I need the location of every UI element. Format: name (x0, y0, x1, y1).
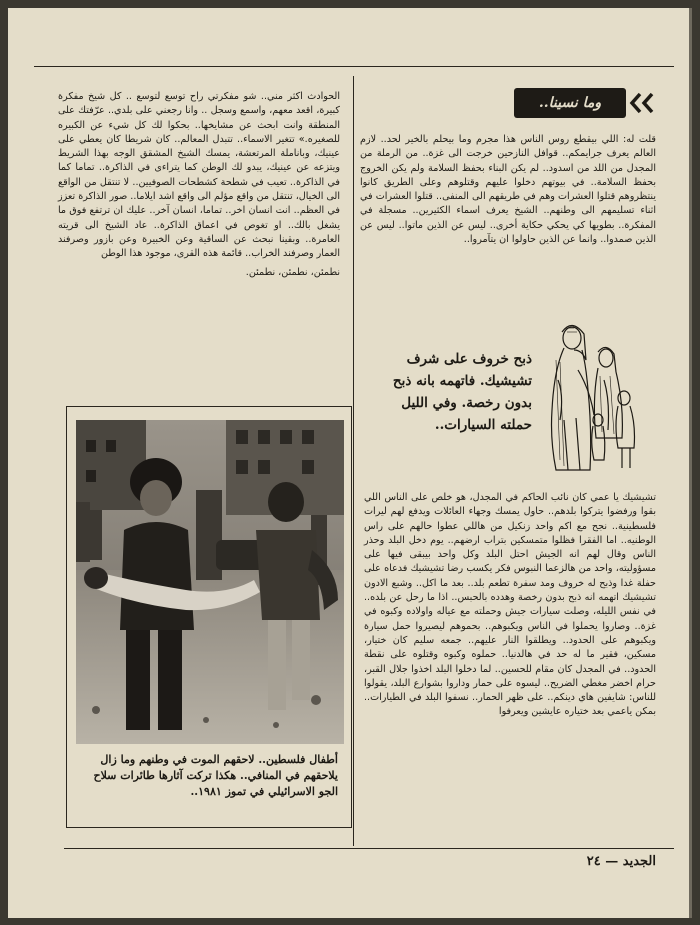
section-title: وما نسينا.. (538, 95, 602, 111)
right-column-top (360, 133, 656, 247)
magazine-name: الجديد (622, 854, 656, 869)
boy-carrying-child-photo (76, 420, 344, 744)
section-logo (514, 88, 626, 118)
right-column-bottom (364, 491, 656, 720)
left-column (58, 90, 340, 280)
women-children-sketch (534, 320, 642, 475)
photo-caption: أطفال فلسطين.. لاحقهم الموت في وطنهم وما زال يلاحقهم في المنافي.. هكذا تركت آثارها طائرات سلاح الجو الاسرائيلي في تموز ١٩٨١.. (93, 753, 338, 798)
left-column-body: الحوادث اكثر مني.. شو مفكرتي راح توسع لتوسع .. كل شيخ مفكرة كبيرة، اقعد معهم، واسمع وسجل .. وانا رجعني على بلدي.. عرّفتك على المنطقة وانت ابحث عن مشايخها.. بحكوا لك كل شيء عن الكبيره للصغيره.» تتغير الاسماء.. تتبدل المعالم.. كان شريطا كان يعطي على عينيك، وباناملة المرتعشة، يمسك الشيخ المشقق الوجه بهذا الشريط ويتزعه عن عينيك، يبدو لك الوطن كما يتراءى في الذاكرة.. تماما كما في الذاكرة.. تعيب في شطحة كشطحات الصوفيين.. لا تنتقل من الواقع الى الخيال، تنتقل من واقع مؤلم الى واقع اشد ايلاما.. صور الذاكرة تعزز في العظم.. انت انسان اخر.. تماما، انسان آخر.. عليك ان ترتفع فوق ما يشغل بالك.. او تغوص في اعماق الذاكرة.. عاد الشيخ الى قريته العامرة.. وبقينا نبحث عن الساقية وعن الخبيرة وعن بازور وصرفند العمار وصرفند الخراب.. قائمة هذه القرى، موجود هذا الوطن (58, 91, 340, 260)
right-top-body: قلت له: اللي بيقطع روس الناس هذا مجرم وما بيحلم بالخير لحد.. لازم العالم يعرف جرايمكم.. قوافل النازحين خرجت الى غزة.. من الرملة من المجدل من اللد من اسدود.. لم يكن البناء بحفظ السلامة ولم يكن الخروج بحفظ السلامة.. في بيوتهم دخلوا عليهم وقتلوهم وعلى الطريق كانوا ينتظروهم قتلوا العشرات وهم في طريقهم الى المنفى.. قتلوا العشرات في اثناء تسليمهم الى وطنهم.. الشيخ يعرف اسماء الكثيرين.. مسجلة في المفكرة.. بطويها كي يحكي حكاية أخرى.. ليس عن الذين ماتوا.. ليس عن الذين صمدوا.. وانما عن الذين حاولوا ان يتآمروا.. (360, 134, 656, 246)
page-number: ٢٤ (586, 854, 601, 869)
bottom-rule (64, 848, 674, 849)
double-chevron-icon (628, 90, 658, 116)
left-column-ending: نطمئن، نطمئن، نطمئن. (245, 266, 340, 278)
page-footer (528, 854, 656, 869)
column-divider (353, 76, 354, 846)
right-bottom-body: تشيشيك يا عمي كان نائب الحاكم في المجدل، هو خلص على الناس اللي بقوا ورفضوا يتركوا بلدهم.. حاول يمسك وجهاء العائلات ويدفع لهم ليرات فلسطينية.. نجح مع اكم واحد زنكيل من هاللي عطوا حالهم على راس الوطنيه.. اما الفقرا فظلوا متمسكين بتراب ارضهم.. يوم دخل البلد وحذر الناس وقال لهم انه الجيش احتل البلد وكل واحد بيبقى فيها على مسؤوليته، واحد من هالزعما النبوس فكر يكسب رضا تشيشيك فدعاه على حفلة غدا وذبح له خروف ومد سفرة تطعم بلد.. بعد ما اكل.. وشبع الادون تشيشيك اتهمه انه ذبح بدون رخصة وهدده بالحبس.. اذا ما رحل عن بلده.. في نفس الليله، وصلت سيارات جيش وحملته مع عياله واولاده وكبوه في غزة.. وصاروا يحملوا في الناس ويكبوهم.. بحموهم ليصيروا حمل سيارة ويكبوهم على الحدود.. ويطلقوا النار عليهم.. جمعه سليم كان ختيار، مسكين، فقير ما له حد في هالدنيا.. حملوه وكبوه وقتلوه على نقطة الحدود.. في المجدل كان مقام للحسين.. لما دخلوا البلد اخذوا جلال القبر، حرام اخضر مغطي الضريح.. ليسوه على حمار وداروا بشوارع البلد، يقولوا للناس: شايفين هاي دينكم.. على ظهر الحمار.. نسفوا البلد في الطيارات.. بمكن ياعمي بعد ختياره عايشين ويعرفوا (364, 492, 656, 718)
pull-quote: ذبح خروف على شرف تشيشيك. فاتهمه بانه ذبح بدون رخصة. وفي الليل حملته السيارات.. (392, 351, 532, 433)
top-rule (34, 66, 674, 67)
magazine-page (8, 8, 692, 918)
footer-separator: — (605, 854, 619, 869)
